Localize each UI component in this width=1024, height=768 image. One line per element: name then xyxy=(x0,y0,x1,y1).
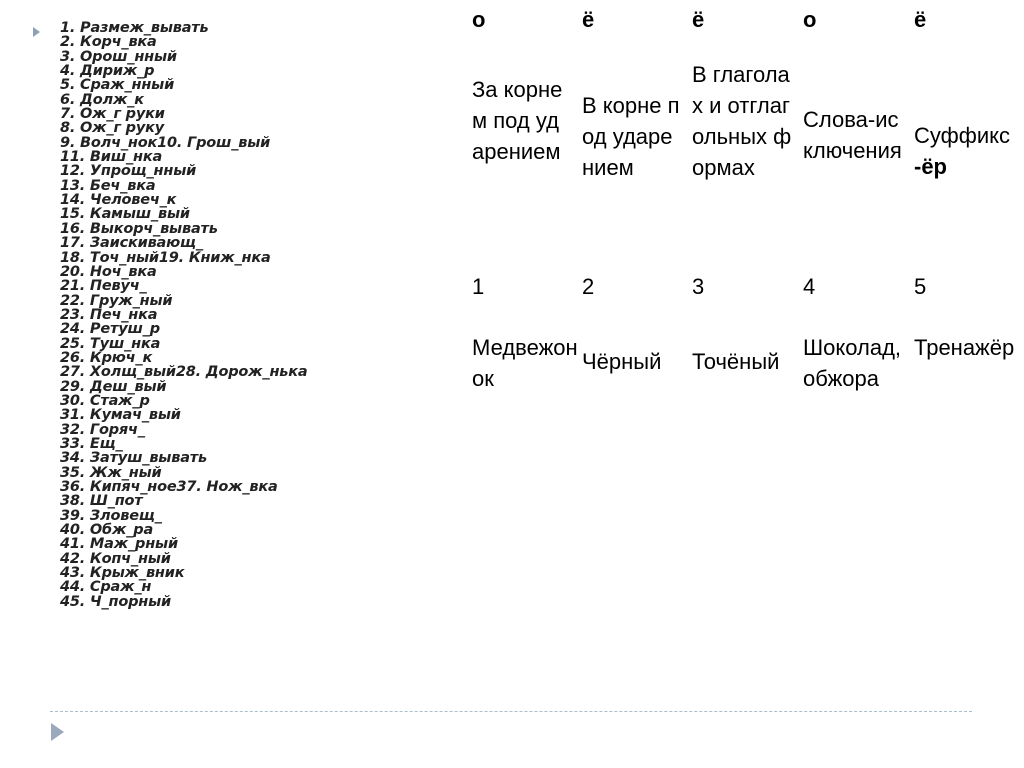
list-item: 33. Ещ_ xyxy=(60,435,123,452)
rule-text: За корнем под ударением xyxy=(472,77,563,164)
list-item: 44. Сраж_н xyxy=(60,579,152,596)
list-item: 45. Ч_порный xyxy=(60,593,171,610)
list-item: 13. Беч_вка xyxy=(60,177,156,194)
list-item: 3. Орош_нный xyxy=(60,48,177,65)
list-item: 39. Зловещ_ xyxy=(60,507,162,524)
vowel-header: ё xyxy=(582,7,595,32)
list-item: 27. Холщ_вый28. Дорож_нька xyxy=(60,364,308,381)
list-item: 16. Выкорч_вывать xyxy=(60,220,218,237)
rule-text: В корне под ударением xyxy=(582,93,680,180)
list-item: 22. Груж_ный xyxy=(60,292,173,309)
vowel-header: о xyxy=(803,7,817,32)
list-item: 38. Ш_пот xyxy=(60,493,143,510)
list-item: 20. Ноч_вка xyxy=(60,263,157,280)
example-word: Тренажёр xyxy=(914,335,1015,360)
list-item: 34. Затуш_вывать xyxy=(60,450,207,467)
list-item: 7. Ож_г руки xyxy=(60,106,165,123)
rule-number: 4 xyxy=(803,274,816,299)
list-item: 32. Горяч_ xyxy=(60,421,145,438)
vowel-header: о xyxy=(472,7,486,32)
rule-number: 3 xyxy=(692,274,705,299)
rule-number: 2 xyxy=(582,274,595,299)
list-item: 36. Кипяч_ное37. Нож_вка xyxy=(60,479,278,495)
rule-text: Слова-исключения xyxy=(803,107,902,163)
rule-number: 5 xyxy=(914,274,927,299)
list-item: 29. Деш_вый xyxy=(60,378,167,395)
vowel-header: ё xyxy=(692,7,705,32)
footer-divider xyxy=(50,711,972,712)
list-item: 23. Печ_нка xyxy=(60,306,158,323)
example-word: Медвежонок xyxy=(472,335,578,391)
list-item: 6. Долж_к xyxy=(60,91,144,108)
list-item: 9. Волч_нок10. Грош_вый xyxy=(60,134,271,151)
list-item: 42. Копч_ный xyxy=(60,550,171,567)
list-item: 15. Камыш_вый xyxy=(60,206,190,223)
list-item: 8. Ож_г руку xyxy=(60,120,164,137)
list-item: 2. Корч_вка xyxy=(60,34,157,51)
next-slide-arrow-icon[interactable] xyxy=(51,723,64,741)
list-item: 35. Жж_ный xyxy=(60,464,162,481)
example-word: Чёрный xyxy=(582,349,662,374)
rule-text: В глаголах и отглагольных формах xyxy=(692,62,792,180)
list-item: 26. Крюч_к xyxy=(60,349,153,366)
list-item: 17. Заискивающ_ xyxy=(60,235,203,252)
rule-number: 1 xyxy=(472,274,485,299)
bullet-marker-icon xyxy=(33,27,40,37)
suffix-highlight: -ёр xyxy=(914,154,947,179)
list-item: 14. Человеч_к xyxy=(60,192,177,209)
exercise-list xyxy=(60,21,307,609)
list-item: 12. Упрощ_нный xyxy=(60,163,197,180)
list-item: 18. Точ_ный19. Книж_нка xyxy=(60,249,271,266)
list-item: 1. Размеж_вывать xyxy=(60,20,209,36)
example-word: Точёный xyxy=(692,349,780,374)
example-word: Шоколад, обжора xyxy=(803,335,902,391)
list-item: 43. Крыж_вник xyxy=(60,565,185,582)
list-item: 4. Дириж_р xyxy=(60,63,155,80)
list-item: 41. Маж_рный xyxy=(60,536,178,553)
list-item: 5. Сраж_нный xyxy=(60,77,175,94)
list-item: 31. Кумач_вый xyxy=(60,407,181,424)
rule-text: Суффикс -ёр xyxy=(914,123,1011,179)
list-item: 30. Стаж_р xyxy=(60,392,150,409)
list-item: 11. Виш_нка xyxy=(60,149,163,166)
list-item: 21. Певуч_ xyxy=(60,278,147,295)
list-item: 25. Туш_нка xyxy=(60,335,161,352)
list-item: 24. Ретуш_р xyxy=(60,321,160,338)
list-item: 40. Обж_ра xyxy=(60,522,154,539)
vowel-header: ё xyxy=(914,7,927,32)
